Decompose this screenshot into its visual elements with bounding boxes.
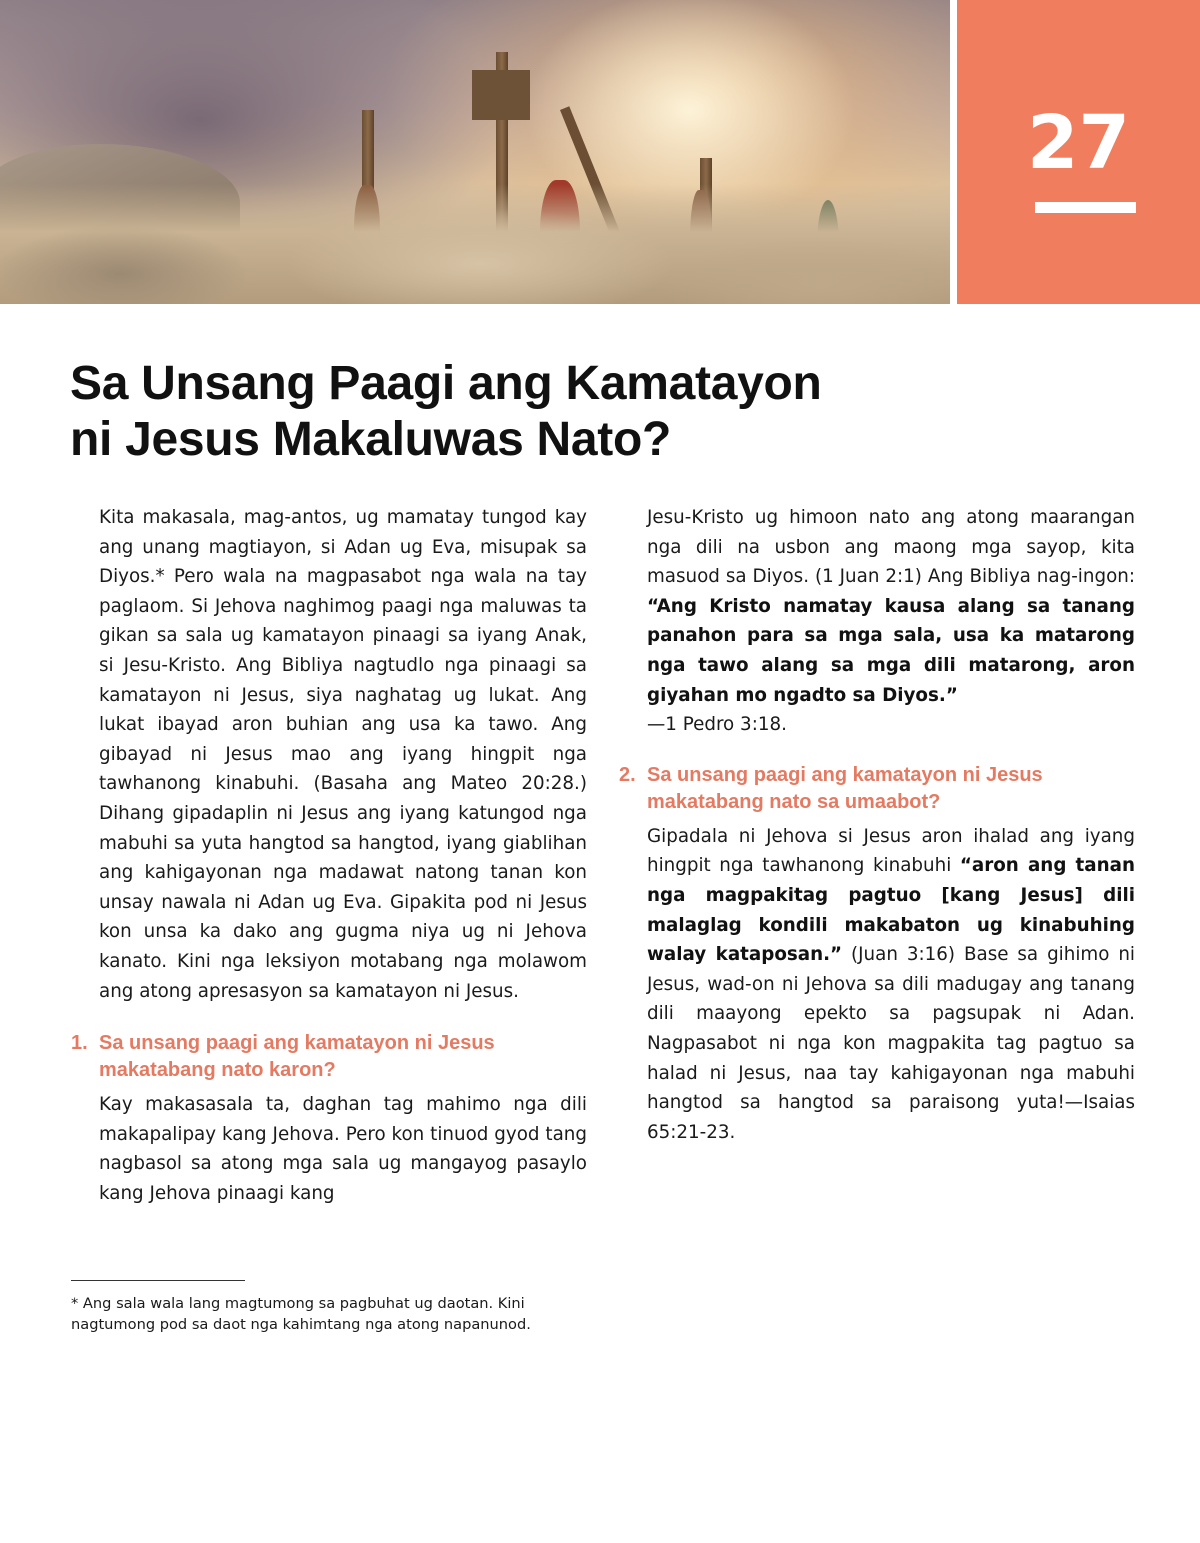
hero-illustration <box>0 0 950 304</box>
chapter-number: 27 <box>1027 100 1130 186</box>
scripture-reference: —1 Pedro 3:18. <box>647 714 787 736</box>
footnote-divider <box>71 1280 245 1281</box>
question-2 <box>619 762 1135 816</box>
body-text: (Juan 3:16) Base sa gihimo ni Jesus, wad-on ni Jehova sa dili madugay ang tanang dili maayong epekto sa pagsupak ni Adan. Nagpasabot ni nga kon magpakita tag pagtuo sa halad ni Jesus, naa tay kahigayonan nga mabuhi hangtod sa hangtod sa paraisong yuta!—Isaias 65:21-23. <box>647 944 1136 1143</box>
section-1-body-continued <box>647 503 1135 740</box>
left-column <box>71 503 587 1208</box>
question-1 <box>71 1030 587 1084</box>
body-text: Gipadala ni Jehova si Jesus aron ihalad ang iyang hingpit nga tawhanong kinabuhi <box>647 825 1135 877</box>
scripture-quote: “Ang Kristo namatay kausa alang sa tanang panahon para sa mga sala, usa ka matarong nga tawo alang sa mga dili matarong, aron giyahan mo ngadto sa Diyos.” <box>647 595 1135 706</box>
page-title <box>70 356 930 468</box>
question-number: 1. <box>71 1032 88 1055</box>
right-column <box>619 503 1136 1147</box>
question-text: Sa unsang paagi ang kamatayon ni Jesus makatabang nato karon? <box>99 1032 495 1082</box>
section-1-body: Kay makasasala ta, daghan tag mahimo nga dili makapalipay kang Jehova. Pero kon tinuod gyod tang nagbasol sa atong mga sala ug mangayog pasaylo kang Jehova pinaagi kang <box>99 1094 587 1204</box>
footnote: * Ang sala wala lang magtumong sa pagbuhat ug daotan. Kini nagtumong pod sa daot nga kahimtang nga atong napanunod. <box>71 1295 531 1333</box>
body-text: Jesu-Kristo ug himoon nato ang atong maarangan nga dili na usbon ang maong mga sayop, kita masuod sa Diyos. (1 Juan 2:1) Ang Bibliya nag-ingon: <box>647 507 1135 588</box>
title-line-2: ni Jesus Makaluwas Nato? <box>70 413 672 466</box>
stake-sign <box>472 70 530 120</box>
title-line-1: Sa Unsang Paagi ang Kamatayon <box>70 357 822 410</box>
chapter-underline <box>1035 202 1136 213</box>
question-text: Sa unsang paagi ang kamatayon ni Jesus makatabang nato sa umaabot? <box>647 763 1043 813</box>
scripture-quote: “aron ang tanan nga magpakitag pagtuo [kang Jesus] dili malaglag kondili makabaton ug kinabuhing walay kataposan.” <box>647 855 1135 966</box>
question-number: 2. <box>619 763 636 786</box>
section-2-body <box>647 822 1135 1148</box>
intro-paragraph: Kita makasala, mag-antos, ug mamatay tungod kay ang unang magtiayon, si Adan ug Eva, misupak sa Diyos.* Pero wala na magpasabot nga wala na tay paglaom. Si Jehova naghimog paagi nga maluwas ta gikan sa sala ug kamatayon pinaagi sa iyang Anak, si Jesu-Kristo. Ang Bibliya nagtudlo nga pinaagi sa kamatayon ni Jesus, siya naghatag ug lukat. Ang lukat ibayad aron buhian ang usa ka tawo. Ang gibayad ni Jesus mao ang iyang hingpit nga tawhanong kinabuhi. (Basaha ang Mateo 20:28.) Dihang gipadaplin ni Jesus ang iyang katungod nga mabuhi sa yuta hangtod sa hangtod, iyang giablihan ang kahigayonan nga madawat natong tanan kon unsay nawala ni Adan ug Eva. Gipakita pod ni Jesus kon unsa ka dako ang gugma niya ug ni Jehova kanato. Kini nga leksiyon motabang nga molawom ang atong apresasyon sa kamatayon ni Jesus. <box>99 507 587 1002</box>
rocky-ground <box>0 184 950 304</box>
chapter-badge <box>957 0 1200 304</box>
